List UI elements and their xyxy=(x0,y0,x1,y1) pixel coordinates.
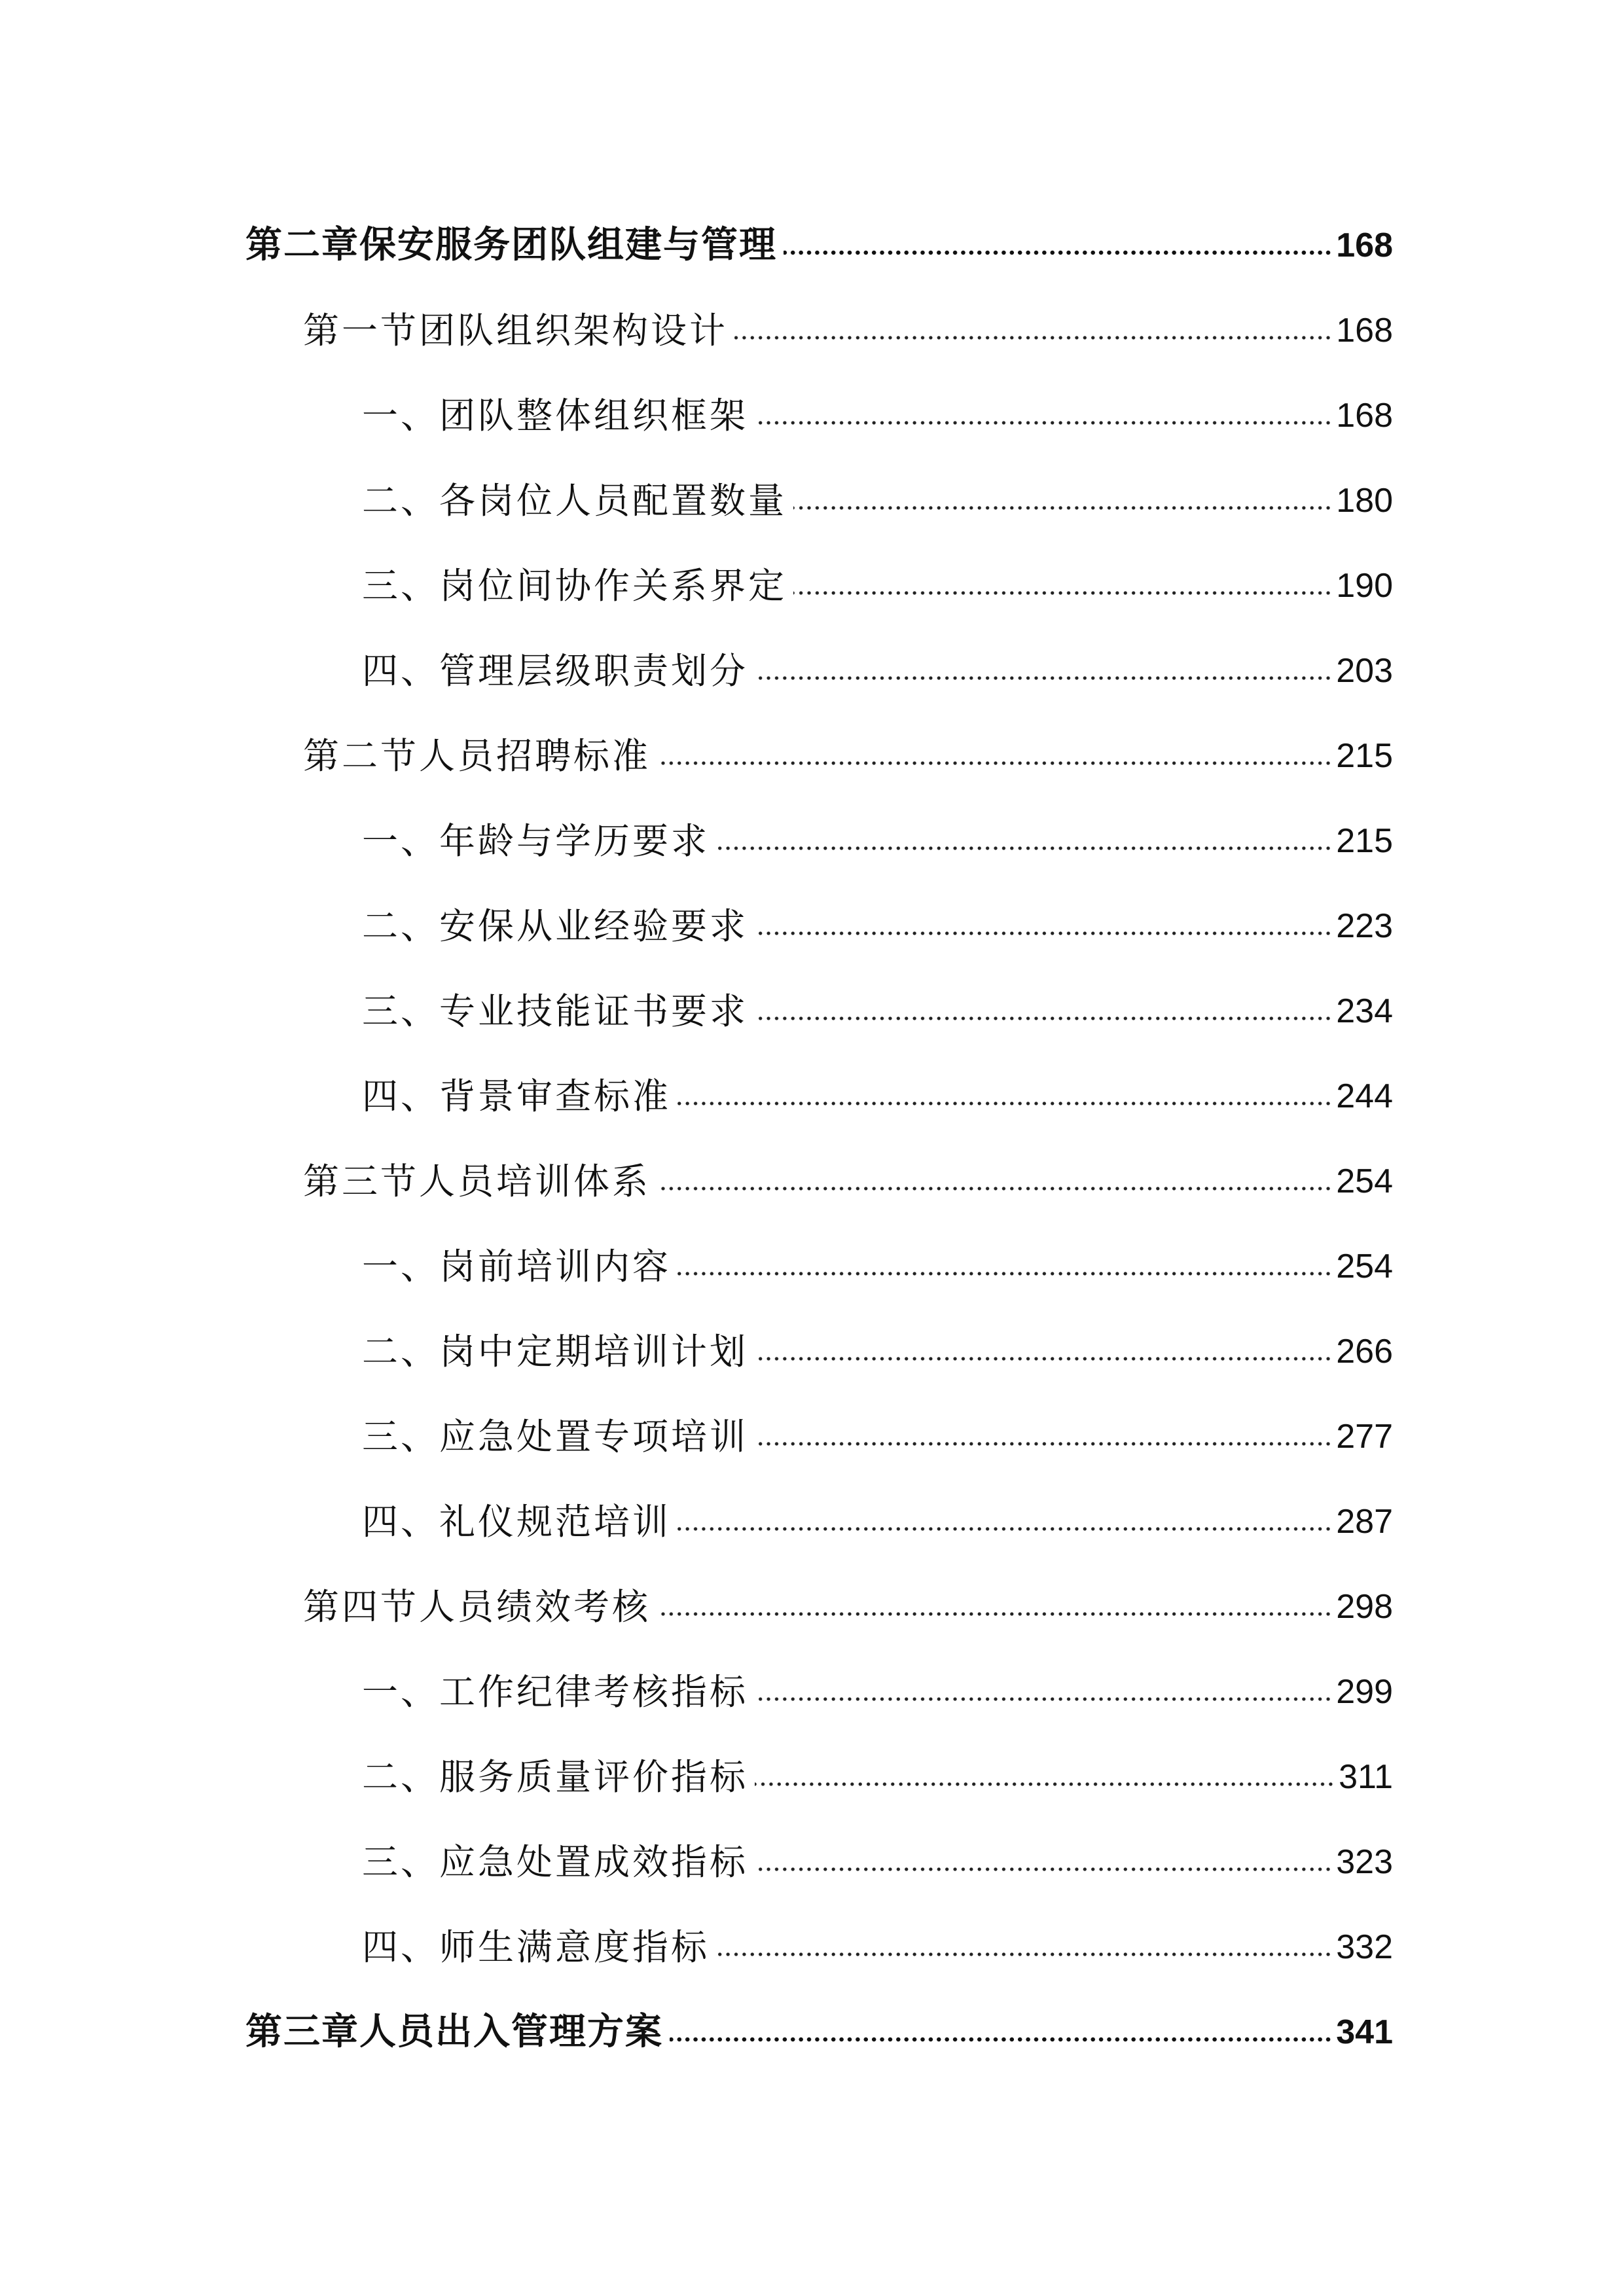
dot-leader xyxy=(657,758,1332,768)
dot-leader xyxy=(755,1013,1332,1024)
toc-entry-item[interactable] xyxy=(362,641,1393,694)
dot-leader xyxy=(793,503,1332,513)
toc-entry-page: 168 xyxy=(1336,397,1393,435)
toc-entry-title: 四、师生满意度指标 xyxy=(362,1926,710,1968)
toc-entry-item[interactable] xyxy=(362,386,1393,439)
dot-leader xyxy=(677,1524,1332,1534)
dot-leader xyxy=(755,1779,1335,1789)
toc-entry-page: 203 xyxy=(1336,652,1393,690)
toc-entry-item[interactable] xyxy=(362,1662,1393,1715)
dot-leader xyxy=(755,1864,1332,1874)
toc-entry-title: 二、服务质量评价指标 xyxy=(362,1756,749,1798)
dot-leader xyxy=(793,588,1332,598)
toc-entry-item[interactable] xyxy=(362,812,1393,864)
toc-entry-title: 四、管理层级职责划分 xyxy=(362,650,749,692)
toc-entry-title: 第二章保安服务团队组建与管理 xyxy=(245,224,777,266)
dot-leader xyxy=(784,247,1332,258)
toc-entry-item[interactable] xyxy=(362,1237,1393,1289)
dot-leader xyxy=(657,1183,1332,1194)
dot-leader xyxy=(657,1609,1332,1619)
toc-entry-title: 二、安保从业经验要求 xyxy=(362,905,749,947)
toc-entry-section-1[interactable] xyxy=(303,301,1393,353)
dot-leader xyxy=(677,1098,1332,1109)
toc-entry-title: 第三章人员出入管理方案 xyxy=(245,2011,663,2053)
toc-entry-page: 287 xyxy=(1336,1503,1393,1541)
toc-entry-title: 第二节人员招聘标准 xyxy=(303,735,651,777)
toc-entry-item[interactable] xyxy=(362,471,1393,524)
toc-entry-item[interactable] xyxy=(362,556,1393,609)
toc-entry-title: 三、专业技能证书要求 xyxy=(362,990,749,1032)
toc-entry-chapter-3[interactable] xyxy=(245,2003,1393,2055)
toc-entry-item[interactable] xyxy=(362,1748,1393,1800)
toc-entry-section-2[interactable] xyxy=(303,726,1393,779)
toc-entry-page: 234 xyxy=(1336,992,1393,1030)
dot-leader xyxy=(755,1354,1332,1364)
toc-entry-page: 254 xyxy=(1336,1162,1393,1200)
toc-entry-page: 215 xyxy=(1336,822,1393,860)
toc-entry-title: 三、应急处置专项培训 xyxy=(362,1416,749,1458)
toc-entry-title: 一、团队整体组织框架 xyxy=(362,395,749,437)
toc-entry-page: 341 xyxy=(1336,2013,1393,2051)
toc-entry-page: 323 xyxy=(1336,1843,1393,1881)
toc-entry-page: 168 xyxy=(1336,312,1393,350)
dot-leader xyxy=(755,1439,1332,1449)
toc-entry-title: 二、各岗位人员配置数量 xyxy=(362,480,787,522)
dot-leader xyxy=(734,332,1332,343)
toc-entry-page: 254 xyxy=(1336,1247,1393,1285)
dot-leader xyxy=(716,843,1332,853)
dot-leader xyxy=(716,1949,1332,1960)
toc-entry-item[interactable] xyxy=(362,1322,1393,1374)
toc-entry-title: 三、应急处置成效指标 xyxy=(362,1841,749,1883)
toc-entry-page: 311 xyxy=(1339,1758,1393,1796)
toc-entry-item[interactable] xyxy=(362,1833,1393,1885)
toc-entry-title: 四、背景审查标准 xyxy=(362,1075,672,1117)
dot-leader xyxy=(755,928,1332,939)
toc-entry-page: 180 xyxy=(1336,482,1393,520)
toc-entry-title: 一、年龄与学历要求 xyxy=(362,820,710,862)
dot-leader xyxy=(755,673,1332,683)
dot-leader xyxy=(670,2034,1332,2045)
toc-entry-item[interactable] xyxy=(362,1918,1393,1970)
toc-entry-title: 一、工作纪律考核指标 xyxy=(362,1671,749,1713)
toc-entry-title: 第四节人员绩效考核 xyxy=(303,1586,651,1628)
toc-entry-item[interactable] xyxy=(362,1492,1393,1545)
toc-entry-item[interactable] xyxy=(362,897,1393,949)
toc-entry-section-3[interactable] xyxy=(303,1152,1393,1204)
toc-entry-page: 223 xyxy=(1336,907,1393,945)
toc-entry-page: 332 xyxy=(1336,1928,1393,1966)
dot-leader xyxy=(677,1268,1332,1279)
toc-entry-page: 266 xyxy=(1336,1333,1393,1371)
toc-entry-title: 二、岗中定期培训计划 xyxy=(362,1331,749,1372)
toc-entry-title: 四、礼仪规范培训 xyxy=(362,1501,672,1543)
dot-leader xyxy=(755,1694,1332,1704)
toc-entry-title: 三、岗位间协作关系界定 xyxy=(362,565,787,607)
dot-leader xyxy=(755,418,1332,428)
toc-entry-page: 298 xyxy=(1336,1588,1393,1626)
toc-entry-page: 215 xyxy=(1336,737,1393,775)
toc-entry-chapter-2[interactable] xyxy=(245,216,1393,268)
toc-entry-item[interactable] xyxy=(362,982,1393,1034)
toc-entry-title: 第三节人员培训体系 xyxy=(303,1160,651,1202)
toc-entry-page: 168 xyxy=(1336,226,1393,264)
toc-entry-title: 一、岗前培训内容 xyxy=(362,1246,672,1287)
toc-entry-page: 244 xyxy=(1336,1077,1393,1115)
toc-entry-page: 299 xyxy=(1336,1673,1393,1711)
toc-entry-item[interactable] xyxy=(362,1067,1393,1119)
toc-entry-item[interactable] xyxy=(362,1407,1393,1460)
toc-entry-title: 第一节团队组织架构设计 xyxy=(303,310,729,351)
toc-entry-page: 190 xyxy=(1336,567,1393,605)
toc-entry-page: 277 xyxy=(1336,1418,1393,1456)
toc-entry-section-4[interactable] xyxy=(303,1577,1393,1630)
